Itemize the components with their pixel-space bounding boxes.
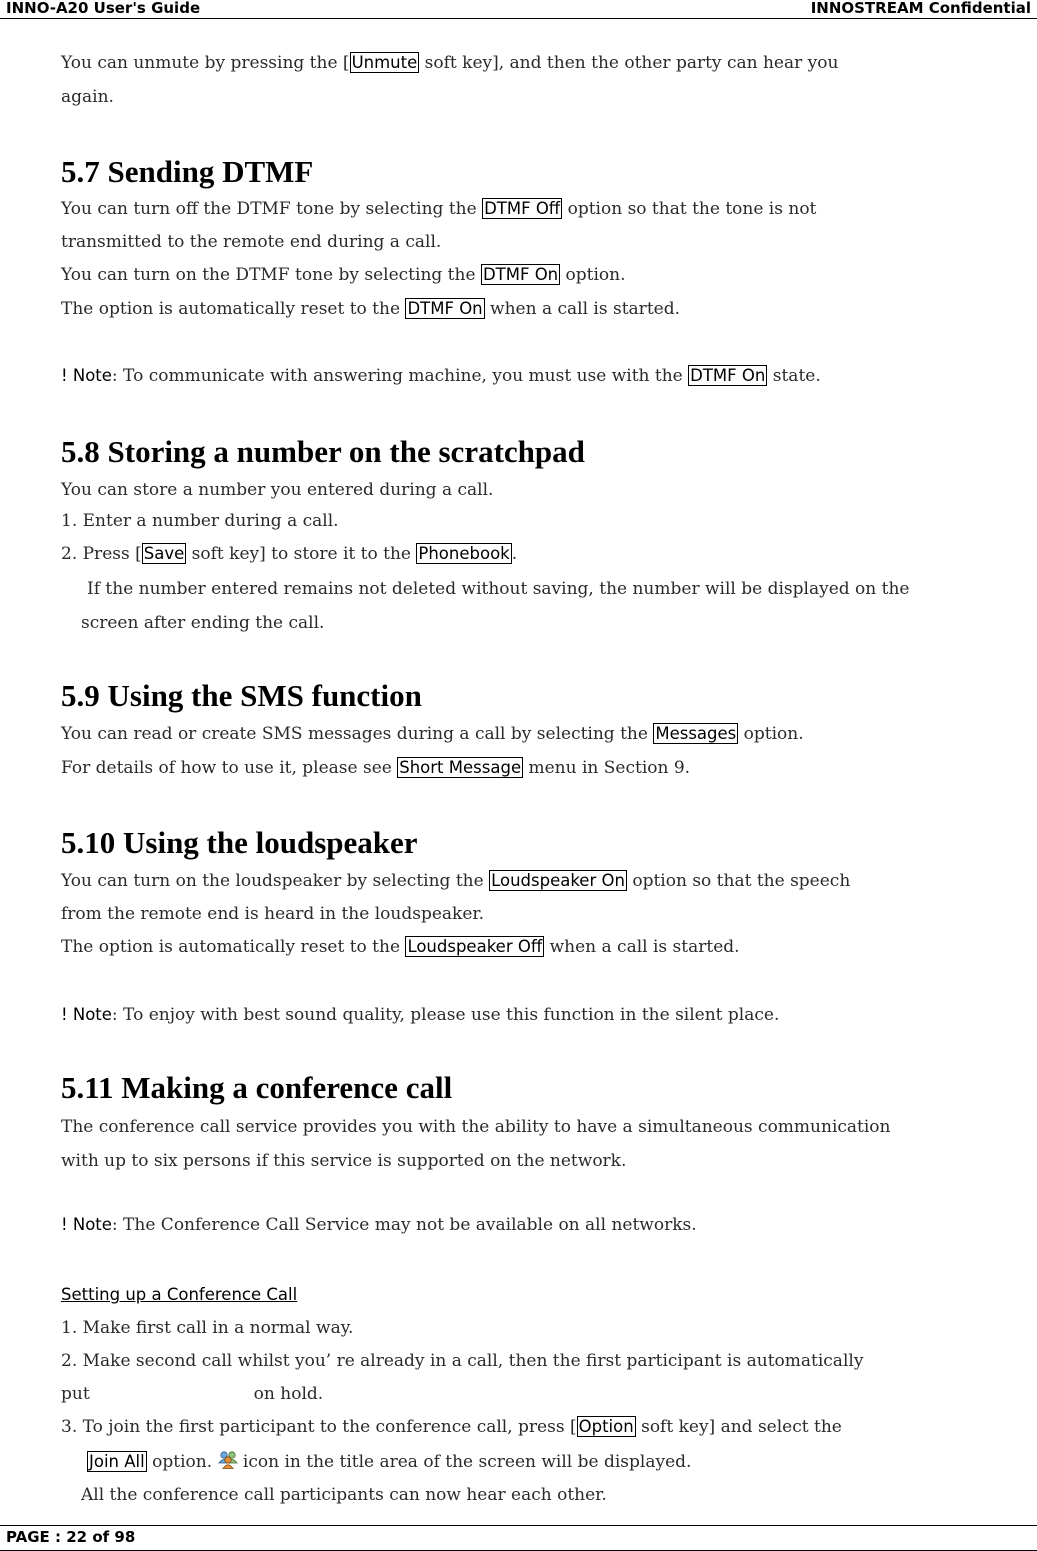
s58-line-5: screen after ending the call.	[81, 613, 325, 633]
save-key-label: Save	[143, 544, 185, 563]
section-5-8-title: 5.8 Storing a number on the scratchpad	[61, 434, 585, 469]
conf-step-3-final: All the conference call participants can now hear each other.	[81, 1485, 607, 1505]
note-label: ! Note	[61, 1215, 112, 1234]
note-label: ! Note	[61, 1005, 112, 1024]
page-footer	[0, 1525, 1037, 1551]
s510-line-2: from the remote end is heard in the loudspeaker.	[61, 904, 485, 924]
dtmf-on-label: DTMF On	[690, 366, 766, 385]
s57-line-4: The option is automatically reset to the DTMF On when a call is started.	[61, 299, 680, 319]
s58-step-1: 1. Enter a number during a call.	[61, 511, 339, 531]
page-header	[0, 0, 1037, 19]
intro-line-2: again.	[61, 87, 114, 107]
s58-line-4: If the number entered remains not deleted without saving, the number will be displayed on the	[87, 579, 910, 599]
s510-note: ! Note: To enjoy with best sound quality, please use this function in the silent place.	[61, 1005, 780, 1025]
conf-step-3: 3. To join the first participant to the conference call, press [ Option soft key] and select the	[61, 1417, 842, 1437]
s510-line-1: You can turn on the loudspeaker by selecting the Loudspeaker On option so that the speech	[61, 871, 851, 891]
conf-step-1: 1. Make first call in a normal way.	[61, 1318, 354, 1338]
dtmf-off-label: DTMF Off	[484, 199, 561, 218]
header-doc-title: INNO-A20 User's Guide	[6, 0, 201, 17]
s57-note: ! Note: To communicate with answering machine, you must use with the DTMF On state.	[61, 366, 821, 386]
option-key-label: Option	[578, 1417, 634, 1436]
section-5-7-title: 5.7 Sending DTMF	[61, 154, 314, 189]
conf-step-2-cont: put on hold.	[61, 1384, 324, 1404]
s57-line-1: You can turn off the DTMF tone by selecting the DTMF Off option so that the tone is not	[61, 199, 817, 219]
intro-line-1: You can unmute by pressing the [ Unmute soft key], and then the other party can hear you	[61, 53, 839, 73]
dtmf-on-label: DTMF On	[407, 299, 483, 318]
s57-line-3: You can turn on the DTMF tone by selecting the DTMF On option.	[61, 265, 626, 285]
unmute-key-label: Unmute	[351, 53, 418, 72]
section-5-10-title: 5.10 Using the loudspeaker	[61, 825, 418, 860]
s511-line-1: The conference call service provides you with the ability to have a simultaneous communication	[61, 1117, 891, 1137]
loudspeaker-on-label: Loudspeaker On	[491, 871, 625, 890]
section-5-11-title: 5.11 Making a conference call	[61, 1070, 453, 1105]
loudspeaker-off-label: Loudspeaker Off	[407, 937, 543, 956]
section-5-9-title: 5.9 Using the SMS function	[61, 678, 422, 713]
conference-subheading: Setting up a Conference Call	[61, 1285, 298, 1304]
dtmf-on-label: DTMF On	[482, 265, 559, 284]
page-number: PAGE : 22 of 98	[6, 1528, 136, 1546]
conf-step-3-cont: Join All option. icon in the title area of the screen will be displayed.	[87, 1449, 691, 1473]
header-confidential: INNOSTREAM Confidential	[810, 0, 1031, 17]
s511-note: ! Note: The Conference Call Service may not be available on all networks.	[61, 1215, 697, 1235]
s58-line-1: You can store a number you entered during a call.	[61, 480, 494, 500]
s511-line-2: with up to six persons if this service is supported on the network.	[61, 1151, 627, 1171]
join-all-label: Join All	[89, 1452, 145, 1471]
s59-line-2: For details of how to use it, please see Short Message menu in Section 9.	[61, 758, 691, 778]
s58-step-2: 2. Press [ Save soft key] to store it to the Phonebook .	[61, 544, 518, 564]
note-label: ! Note	[61, 366, 112, 385]
conference-icon	[218, 1449, 238, 1469]
s510-line-3: The option is automatically reset to the Loudspeaker Off when a call is started.	[61, 937, 740, 957]
short-message-label: Short Message	[399, 758, 522, 777]
phonebook-label: Phonebook	[418, 544, 510, 563]
conf-step-2: 2. Make second call whilst you’ re already in a call, then the first participant is automatically	[61, 1351, 864, 1371]
s59-line-1: You can read or create SMS messages during a call by selecting the Messages option.	[61, 724, 804, 744]
messages-label: Messages	[655, 724, 737, 743]
s57-line-2: transmitted to the remote end during a call.	[61, 232, 442, 252]
